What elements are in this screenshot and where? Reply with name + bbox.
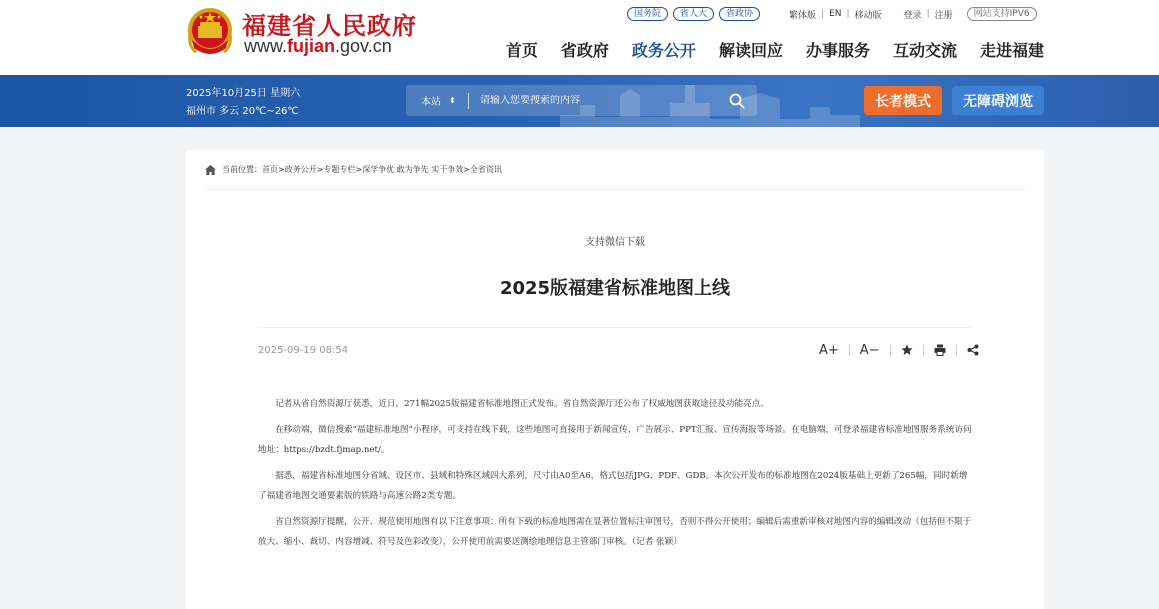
share-button[interactable]	[967, 344, 979, 356]
site-name[interactable]: 福建省人民政府	[242, 11, 417, 40]
search-scope-label: 本站	[421, 97, 441, 108]
nav-interaction[interactable]: 互动交流	[892, 41, 957, 60]
breadcrumb-divider	[205, 189, 1025, 190]
article-title: 2025版福建省标准地图上线	[499, 278, 731, 299]
publish-date: 2025-09-19 08:54	[258, 345, 349, 356]
wechat-download-link[interactable]: 支持微信下载	[585, 237, 645, 248]
search-scope-select[interactable]	[406, 93, 468, 108]
breadcrumb-separator: >	[463, 165, 470, 174]
domain-highlight: fujian	[287, 36, 336, 56]
nav-interpretation[interactable]: 解读回应	[718, 41, 783, 60]
link-state-council[interactable]: 国务院	[627, 7, 668, 21]
title-divider	[258, 327, 972, 328]
breadcrumb-item-topics[interactable]: 专题专栏	[323, 165, 356, 174]
star-icon	[901, 344, 913, 356]
breadcrumb-item-campaign[interactable]: 深学争优 敢为争先 实干争效	[362, 165, 464, 174]
nav-home[interactable]: 首页	[505, 41, 538, 60]
article-card	[186, 150, 1044, 609]
search-input[interactable]	[469, 95, 717, 106]
domain-suffix: .gov.cn	[335, 36, 392, 56]
nav-services[interactable]: 办事服务	[805, 41, 870, 60]
article-body	[258, 394, 972, 558]
link-provincial-congress[interactable]: 省人大	[673, 7, 714, 21]
nav-gov-affairs[interactable]: 政务公开	[631, 41, 696, 60]
link-login[interactable]: 登录	[903, 10, 922, 21]
search-button[interactable]	[717, 85, 757, 116]
national-emblem-icon[interactable]	[186, 6, 234, 58]
top-links-right	[789, 6, 1037, 22]
article-paragraph: 省自然资源厅提醒，公开、规范使用地图有以下注意事项：所有下载的标准地图需在显著位置标注审图号，否则不得公开使用；编辑后需重新审核对地图内容的编辑改动（包括但不限于放大、缩小、裁切、内容增减、符号及色彩改变），公开使用前需要送测绘地理信息主管部门审核。（记者 张颖）	[258, 517, 972, 547]
home-icon	[205, 165, 216, 175]
breadcrumb-separator: >	[355, 165, 363, 174]
breadcrumb-item-home[interactable]: 首页	[262, 165, 278, 174]
chevron-updown-icon: ⬍	[449, 96, 456, 105]
tool-separator	[849, 345, 850, 356]
font-increase-button[interactable]: A+	[819, 342, 839, 358]
search-bar	[406, 85, 757, 116]
nav-about-fujian[interactable]: 走进福建	[979, 41, 1044, 60]
search-icon	[729, 93, 745, 109]
domain-prefix: www.	[244, 36, 288, 56]
top-links-left	[627, 6, 765, 22]
share-icon	[967, 344, 979, 356]
elder-mode-button[interactable]: 长者模式	[864, 86, 942, 115]
breadcrumb-item-gov-affairs[interactable]: 政务公开	[284, 165, 317, 174]
link-register[interactable]: 注册	[934, 10, 953, 21]
site-header	[0, 0, 1159, 75]
article-paragraph: 在移动端，微信搜索“福建标准地图”小程序，可支持在线下载，这些地图可直接用于新闻宣传、广告展示、PPT汇报、宣传海报等场景。在电脑端，可登录福建省标准地图服务系统访问地址：https://bzdt.fjmap.net/。	[258, 425, 972, 455]
nav-provincial-gov[interactable]: 省政府	[560, 41, 609, 60]
tool-separator	[956, 345, 957, 356]
breadcrumb	[205, 164, 502, 175]
link-mobile[interactable]: 移动版	[854, 10, 882, 21]
breadcrumb-label: 当前位置：	[222, 165, 262, 174]
blue-banner	[0, 75, 1159, 127]
favorite-button[interactable]	[901, 344, 913, 356]
separator: |	[846, 9, 850, 19]
print-icon	[934, 344, 946, 356]
weather-info: 福州市 多云 20℃~26℃	[186, 106, 299, 117]
font-decrease-button[interactable]: A−	[859, 342, 880, 358]
tool-separator	[923, 345, 924, 356]
breadcrumb-separator: >	[316, 165, 324, 174]
article-paragraph: 据悉，福建省标准地图分省域、设区市、县域和特殊区域四大系列，尺寸由A0至A6，格式包括JPG、PDF、GDB。本次公开发布的标准地图在2024版基础上更新了265幅，同时新增了福建省地图交通要素版的铁路与高速公路2类专题。	[258, 471, 968, 501]
site-domain	[244, 36, 392, 57]
link-traditional[interactable]: 繁体版	[789, 10, 817, 21]
print-button[interactable]	[934, 344, 946, 356]
separator: |	[926, 9, 930, 19]
breadcrumb-separator: >	[278, 165, 285, 174]
main-nav	[483, 38, 1044, 61]
article-tools	[819, 341, 979, 359]
breadcrumb-item-province-news[interactable]: 全省资讯	[469, 165, 502, 174]
accessible-browse-button[interactable]: 无障碍浏览	[952, 86, 1044, 115]
separator: |	[821, 9, 825, 19]
current-date: 2025年10月25日 星期六	[186, 88, 301, 99]
article-paragraph: 记者从省自然资源厅获悉，近日，271幅2025版福建省标准地图正式发布。省自然资源厅还公布了权威地图获取途径及功能亮点。	[275, 399, 769, 409]
tool-separator	[890, 345, 891, 356]
ipv6-badge: 网站支持IPV6	[967, 7, 1037, 21]
link-english[interactable]: EN	[829, 9, 842, 19]
link-cppcc[interactable]: 省政协	[719, 7, 760, 21]
